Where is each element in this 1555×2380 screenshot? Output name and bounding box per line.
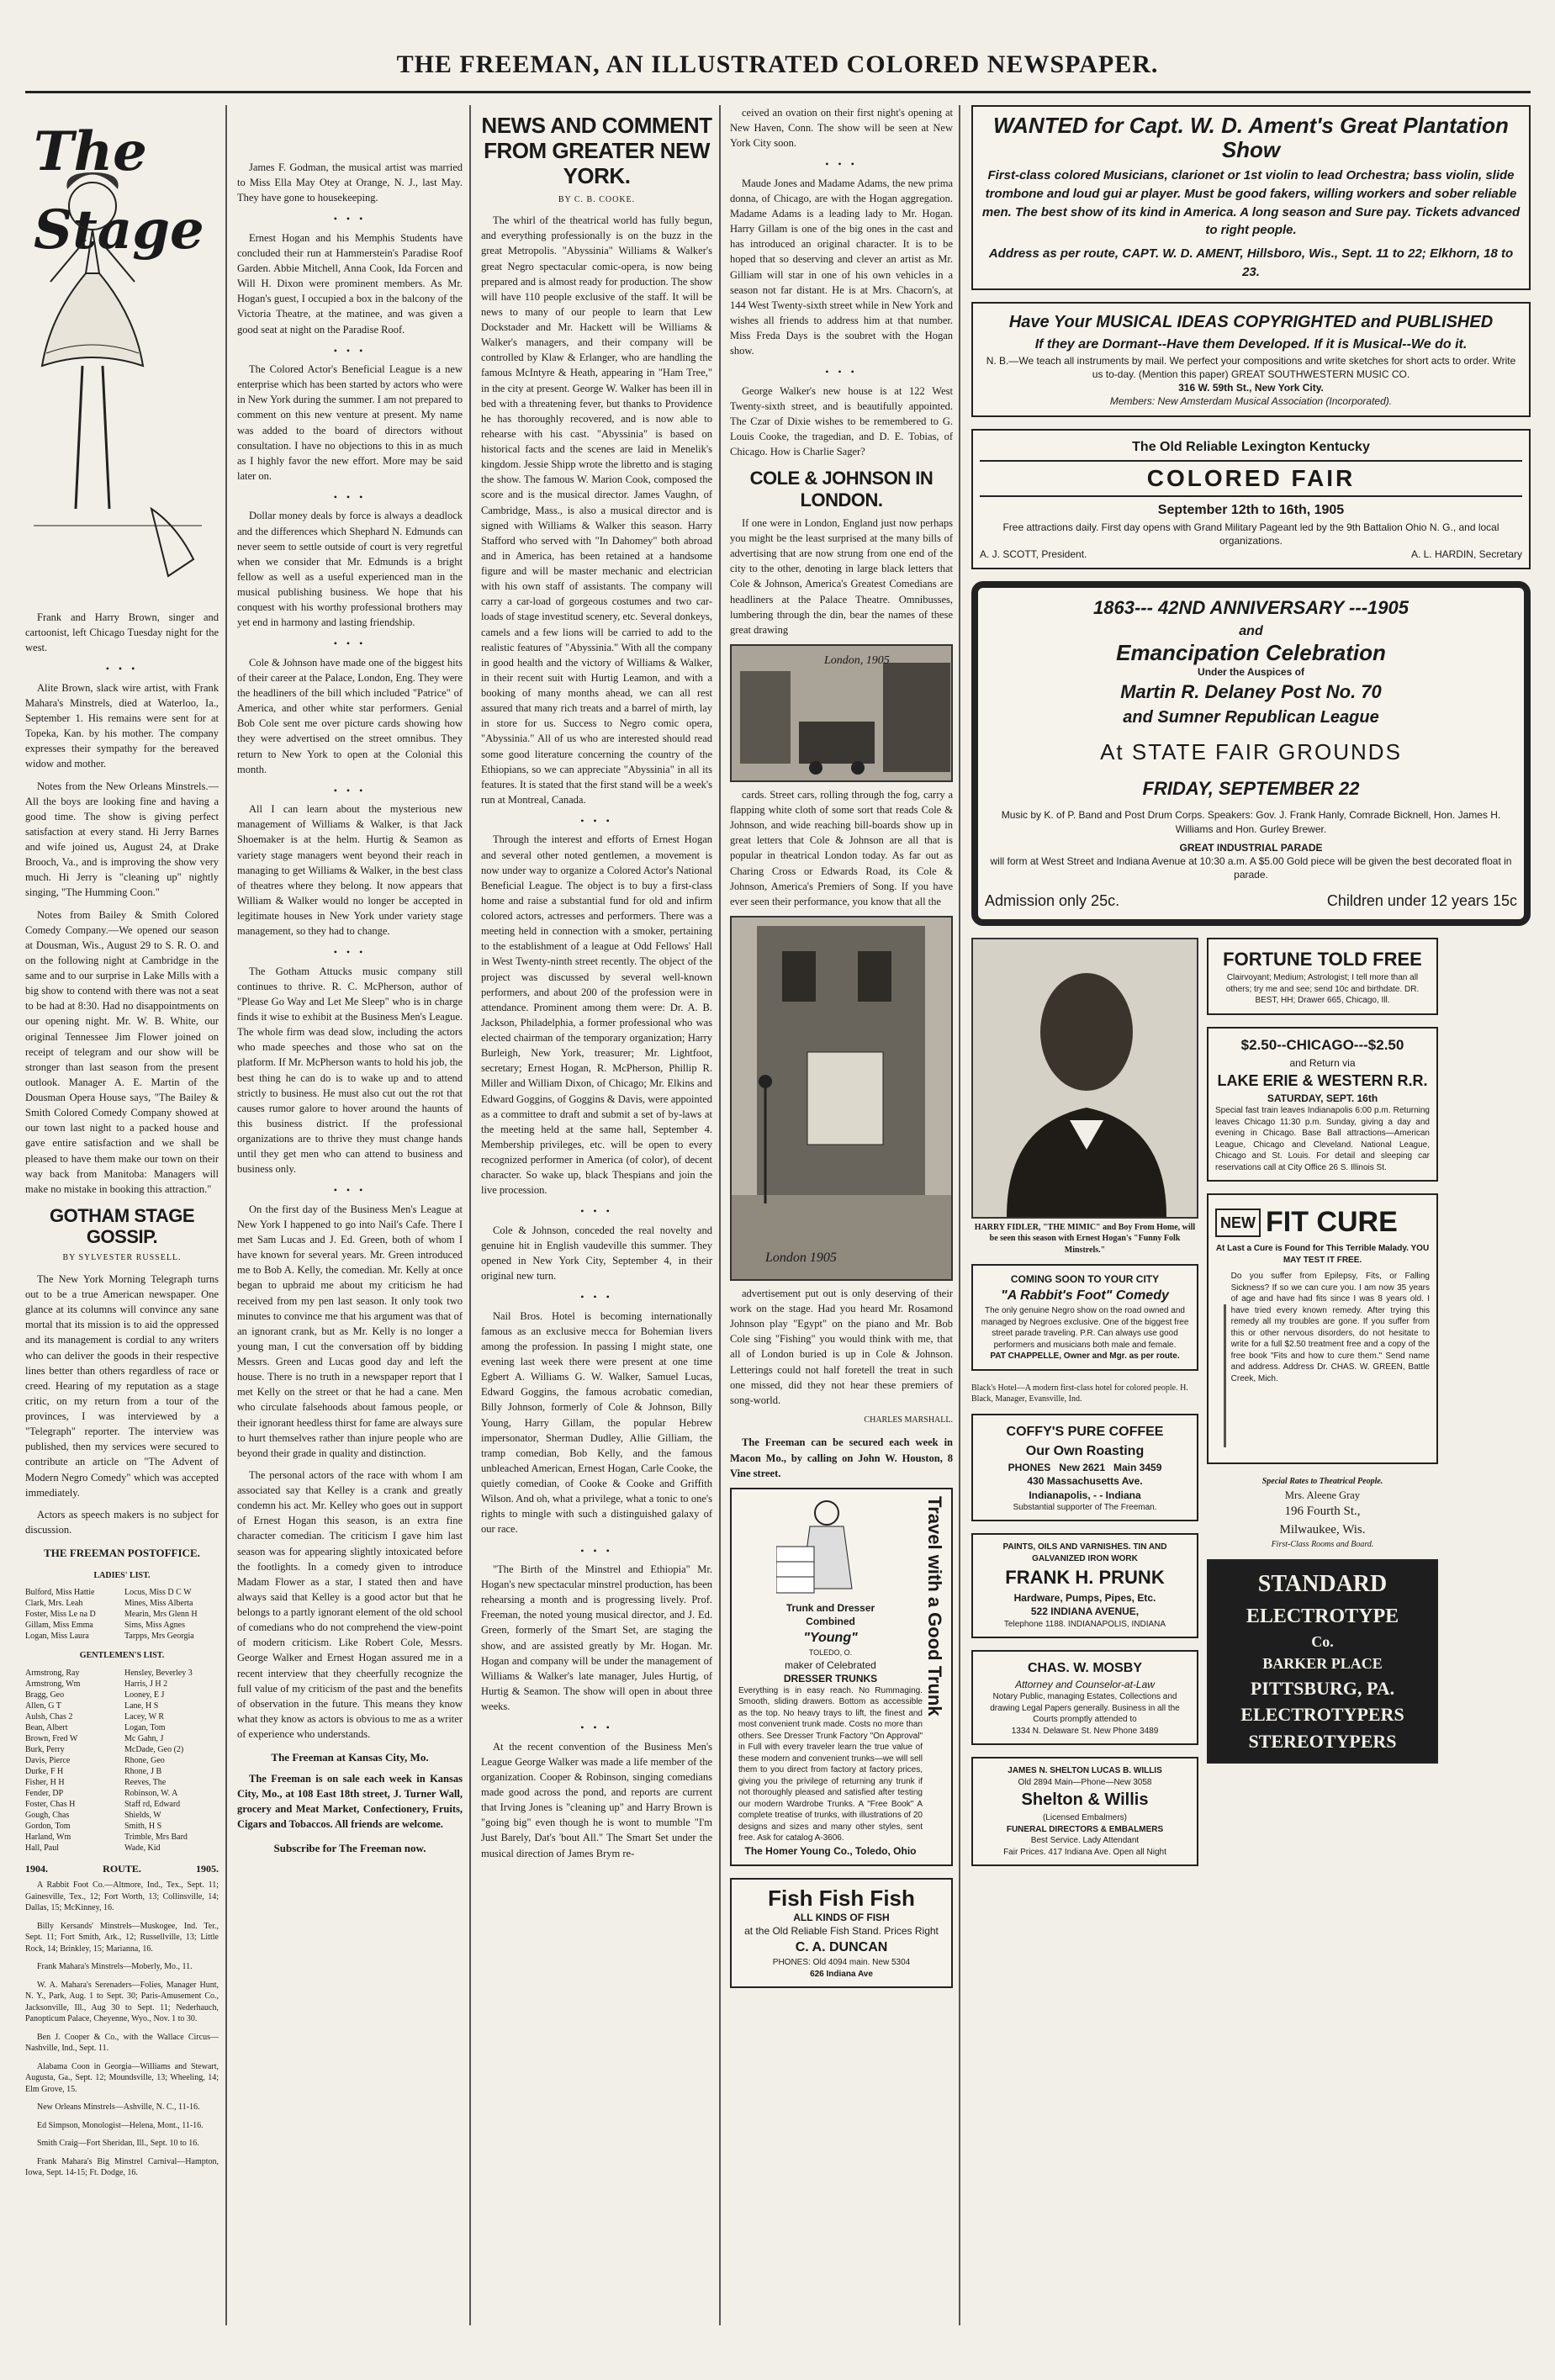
route-year-start: 1904. [25,1862,48,1875]
list-item: Gordon, Tom [25,1821,71,1831]
column-5 [971,105,1531,2325]
aleene-ad [1207,1476,1438,1551]
fit-cure-body: Do you suffer from Epilepsy, Fits, or Falling Sickness? If so we can cure you. I am now 35 years of age and have had fits since I was 8 years old. I have tried every known remedy. After trying this remedy all my troubles are gone. If you suffer from this or other nervous disorders, do not hesitate to write for a full $2.50 treatment free and a copy of the free book "Fits and how to cure them." Send name and address. Address Dr. CHAS. W. GREEN, Battle Creek, Mich. [1230,1272,1430,1383]
fair-officers [980,547,1522,561]
trunk-sub2: Combined [806,1616,855,1628]
eman-admission: Admission only 25c. [985,892,1120,910]
route-entry: Frank Mahara's Big Minstrel Carnival—Hampton, Iowa, Sept. 14-15; Ft. Dodge, 16. [25,2156,219,2178]
paragraph: Notes from Bailey & Smith Colored Comedy Company.—We opened our season at Dousman, Wis., August 29 to S. R. O. and on the following night at Cambridge in the same and to our surprise in Lake Mills with a big show to contend with there was not a seat to be had at 8:30. Had no disappointments on our opening night. Mr. W. B. White, our original Tennessee Jim Flower joined on receipt of telegram and our show will be stronger than last season from the present outlook. Manager A. E. Martin of the Dousman Opera House says, "The Bailey & Smith Colored Comedy Company showed at our town last night to a packed house and gave entire satisfaction and we shall be pleased to have them make our town on their way back from Manitoba: Managers will make no mistake in booking this attraction." [25,908,219,1195]
aleene-city: Milwaukee, Wis. [1279,1522,1366,1536]
list-item: Clark, Mrs. Leah [25,1599,83,1609]
separator: • • • [333,637,367,650]
gentlemen-list [25,1668,219,1854]
eman-music: Music by K. of P. Band and Post Drum Corps. Speakers: Gov. J. Frank Hanly, Comrade Bicknell, Hon. James H. Williams and Hon. Gurley Brewer. [1001,809,1501,835]
rabbit-body: The only genuine Negro show on the road owned and managed by Negroes exclusive. One of the biggest free street parade traveling. P.R. Can always use good performers and musicians both male and female. [981,1306,1189,1350]
wanted-address: Address as per route, CAPT. W. D. AMENT, Hillsboro, Wis., Sept. 11 to 22; Elkhorn, 18 to 23. [988,246,1514,279]
portrait-photo [971,938,1198,1219]
paragraph: The Gotham Attucks music company still continues to thrive. R. C. McPherson, author of "Please Go Way and Let Me Sleep" who is in charge finds it wise to exhibit at the Business Men's League. The whole firm was dead slow, including the actors who made speeches and those who sat on the platform. If Mr. McPherson wants to hold his job, the best thing he can do is to wake up and to attend strictly to business. He must also cut out the rot that causes rumor galore to hover around the haunts of this business district. If the professional organizations are to thrive they must change hands until they get men who can attend to business and business only. [237,965,463,1176]
route-title: ROUTE. [103,1862,141,1875]
coffee-sub: Our Own Roasting [1025,1444,1145,1459]
aleene-rooms: First-Class Rooms and Board. [1271,1540,1374,1550]
paragraph: If one were in London, England just now perhaps you might be the least surprised at the many bills of advertising that are now strung from one end of the city to the other, denoting in large black letters that Cole & Johnson, America's Greatest Comedians are headliners at the Palace Theatre. Omnibusses, lumbering through the din, bear the names of these great drawing [730,516,953,636]
gossip-byline: BY SYLVESTER RUSSELL. [62,1253,182,1263]
fair-dates: September 12th to 16th, 1905 [1157,503,1345,518]
eman-prices [985,890,1517,912]
paragraph: ceived an ovation on their first night's opening at New Haven, Conn. The show will be seen at New York City soon. [730,107,953,150]
route-entry: Frank Mahara's Minstrels—Moberly, Mo., 11. [37,1962,193,1972]
news-byline: BY C. B. COOKE. [558,194,636,204]
paragraph: Through the interest and efforts of Ernest Hogan and several other noted gentlemen, a movement is now under way to organize a Colored Actor's National Beneficial League. The object is to buy a first-class home and raise a substantial fund for old and infirm colored actors, actresses and performers. There was a meeting held in connection with a smoker, pertaining to the establishment of a league at Odd Fellows' Hall in West Twenty-ninth street recently. The object of the project was discussed by several well-known performers, and about 200 of the profession were in attendance. Prominent among them were: Dr. A. B. Jackson, Philadelphia, a former professional who was elected chairman of the temporary organization; Harry Burleigh, New York, treasurer; Mr. Lightfoot, secretary; Ernest Hogan, R. McPherson, Phillip R. Miller and William Dixon, of Chicago; Mr. Elkins and Edward Goggins, of Goggins & Davis, were appointed as a committee to draft and submit a set of by-laws at the meeting held at the same hall, September 4. Membership privileges, etc. will be open to every recognized performer in America (of color), of decent character. So wake up, black Thespians and join the live procession. [481,833,712,1197]
list-item: Bragg, Geo [25,1690,65,1700]
rail-price: $2.50--CHICAGO---$2.50 [1240,1036,1404,1053]
list-item: Bean, Albert [25,1722,68,1732]
portrait-caption: HARRY FIDLER, "THE MIMIC" and Boy From Home, will be seen this season with Ernest Hogan's "Funny Folk Minstrels." [974,1222,1196,1255]
standard-l4: BARKER PLACE [1262,1655,1383,1673]
mosby-sub: Attorney and Counselor-at-Law [1015,1679,1155,1691]
list-item: Foster, Chas H [25,1799,76,1809]
list-item: Staff rd, Edward [124,1799,181,1809]
separator: • • • [333,213,367,225]
music-title: Have Your MUSICAL IDEAS COPYRIGHTED and PUBLISHED [1008,312,1494,331]
list-item: Gillam, Miss Emma [25,1621,93,1631]
aleene-address: 196 Fourth St., [1284,1504,1361,1518]
shelton-top: JAMES N. SHELTON LUCAS B. WILLIS [1008,1766,1162,1776]
mosby-ad [971,1650,1198,1745]
list-item: Robinson, W. A [124,1788,178,1798]
portrait-graphic [973,939,1197,1217]
column-3 [481,105,712,2325]
coffee-phone-new: New 2621 [1059,1462,1105,1474]
paragraph: Maude Jones and Madame Adams, the new prima donna, of Chicago, are with the Hogan aggregation. Madame Adams is a leading lady to Mr. Hogan. Harry Gillam is one of the big ones in the cast and has introduced an original character. It is to be hoped that so deserving and clever an artist as Mr. Gilliam will star in one of his own vehicles in a season not far distant. He is at Mrs. Chacorn's, at 144 West Twenty-sixth street while in New York and wishes all friends to address him at that number. Miss Freda Days is the soubret with the Hogan show. [730,177,953,357]
paragraph: On the first day of the Business Men's League at New York I happened to go into Nail's Cafe. There I met Sam Lucas and J. Ed. Green, both of whom I have known for several years. Mr. Green introduced me to Bob A. Kelly, the comedian. Mr. Kelly at once began to upbraid me about my criticism he had received from my pen last season. It only took two minutes to convince me that his argument was that of an ignorant crank, but as Mr. Kelly is no longer a young man, I cut the conversation off by bidding Messrs. Green and Lucas good day and left the house. There is no truth in a newspaper report that I met Kelly on the street or that he had a cane. Men who circulate falsehoods about famous people, or their ignorant heedless thirst for fame are always sure to hurt themselves rather than injure people who are beyond their grade in quality and distinction. [237,1203,463,1459]
fish-address: 626 Indiana Ave [810,1969,873,1979]
eman-title: Emancipation Celebration [1116,640,1386,666]
shelton-prices: Fair Prices. 417 Indiana Ave. Open all Night [1003,1847,1166,1857]
mosby-address: 1334 N. Delaware St. New Phone 3489 [1011,1726,1159,1736]
list-item: Brown, Fred W [25,1733,78,1743]
london-heading: COLE & JOHNSON IN LONDON. [749,468,934,510]
separator: • • • [580,1205,613,1218]
news-heading: NEWS AND COMMENT FROM GREATER NEW YORK. [481,113,712,188]
paragraph: cards. Street cars, rolling through the fog, carry a flapping white cloth of some sort that reads Cole & Johnson, and wide reaching bill-boards show up in great letters that Cole & Johnson are all that is popular in theatrical London today. As far out as Charing Cross or Edwards Road, its Cole & Johnson, America's Premiers of Song. If you have ever seen their performance, you know that all the [730,788,953,907]
list-item: Rhone, J B [124,1766,162,1776]
paragraph: At the recent convention of the Business Men's League George Walker was made a life member of the organization. Cooper & Robinson, singing comedians made good across the pond, and reports are current that Irving Jones is "cleaning up" and Harry Brown is "going big" even though he is wont to mumble "I'm Just Barely, Dat's 'bout All." The Smart Set under the musical direction of James Brym re- [481,1740,712,1859]
fish-heading: Fish Fish Fish [768,1885,915,1912]
postoffice-heading: THE FREEMAN POSTOFFICE. [44,1547,200,1560]
route-entry: Ben J. Cooper & Co., with the Wallace Circus—Nashville, Ind., Sept. 11. [25,2032,219,2054]
route-entry: W. A. Mahara's Serenaders—Folies, Manager Hunt, N. Y., Park, Aug. 1 to Sept. 30; Paris-Amusement Co., Jacksonville, Ill., Aug 30 to Sept. 11; Nederhauch, Panopticum Palace, Cheyenne, Wyo., Nov. 1 to 30. [25,1980,219,2024]
coffee-phones-label: PHONES [1008,1462,1051,1474]
standard-l1: STANDARD [1257,1570,1388,1597]
fair-banner: COLORED FAIR [980,460,1522,498]
list-item: Armstrong, Wm [25,1679,81,1689]
dancer-illustration [34,156,210,610]
mosby-name: CHAS. W. MOSBY [1027,1661,1142,1676]
list-item: Sims, Miss Agnes [124,1621,185,1631]
music-ad [971,302,1531,417]
photo-caption: London, 1905 [824,653,890,667]
fish-phones: PHONES: Old 4094 main. New 5304 [772,1958,911,1968]
prunk-top: PAINTS, OILS AND VARNISHES. TIN AND GALVANIZED IRON WORK [1002,1542,1167,1563]
music-address: 316 W. 59th St., New York City. [1178,382,1324,394]
column-1 [25,105,219,2325]
fish-ad [730,1878,953,1988]
list-item: Tarpps, Mrs Georgia [124,1632,194,1642]
fish-sub: ALL KINDS OF FISH [793,1911,890,1923]
list-item: Wade, Kid [124,1843,161,1853]
rail-date: SATURDAY, SEPT. 16th [1267,1092,1378,1104]
paragraph: Notes from the New Orleans Minstrels.—All the boys are looking fine and having a good time. The show is giving perfect satisfaction at every stand. Hi Jerry Barnes and wife joined us, August 24, at Drake Brooch, Va., and is improving the show very much. Hi Jerry is "cleaning up" nightly singing, "The Humming Coon." [25,780,219,899]
column-divider [469,105,471,2325]
list-item: Lane, H S [124,1700,159,1711]
paragraph: Cole & Johnson have made one of the biggest hits of their career at the Palace, London, Eng. They were the headliners of the bill which included "Patrice" of America, and other white star performers. Genial Bob Cole sent me over picture cards showing how they were advertised on the street omnibus. They return to New York to open at the Colonial this month. [237,656,463,775]
separator: • • • [333,1184,367,1197]
newspaper-page [17,17,1538,2338]
photo-caption: London 1905 [765,1250,837,1265]
route-entry: Smith Craig—Fort Sheridan, Ill., Sept. 10 to 16. [37,2139,199,2149]
column-divider [719,105,721,2325]
separator: • • • [580,1722,613,1734]
medicine-bottles-illustration [1215,1271,1226,1456]
rail-road: LAKE ERIE & WESTERN R.R. [1217,1071,1428,1089]
standard-l6: ELECTROTYPERS [1240,1704,1404,1726]
standard-l2: ELECTROTYPE [1246,1605,1399,1627]
ladies-heading: LADIES' LIST. [93,1570,151,1580]
paragraph: All I can learn about the mysterious new management of Williams & Walker, is that Jack Shoemaker is at the helm. Hurtig & Seamon as variety stage managers went beyond their reach in managing to get Williams & Walker, in the best class of theatres where they belong. It now appears that William & Walker would no longer be accepted in legitimate houses in New York under variety stage management, so they had to change. [237,803,463,938]
kansas-notice: The Freeman is on sale each week in Kansas City, Mo., at 108 East 18th street, J. Turner Wall, grocery and Meat Market, Confectionery, Fruits, Cigars and Tobaccos. All friends are welcome. [237,1773,463,1831]
trunk-vertical-title: Travel with a Good Trunk [924,1495,945,1716]
prunk-tel: Telephone 1188. INDIANAPOLIS, INDIANA [1003,1619,1166,1629]
trunk-body: Everything is in easy reach. No Rummaging. Smooth, sliding drawers. Bottom as accessible as the top. No heavy trays to lift, the finest and most convenient trunk made. Costs no more than others. See Dresser Trunk Factory "On Approval" in Full with every traveler learn the true value of these modern and convenient trunks—we will sell them to you direct from factory at factory prices, giving you the privilege of returning any trunk if not thoroughly pleased and satisfied after testing our modern Wardrobe Trunks. A "Free Book" A complete treatise of trunks, with illustrations of 20 designs and sizes and many other styles, sent free. Ask for catalog A-3606. [738,1685,923,1843]
paragraph: Alite Brown, slack wire artist, with Frank Mahara's Minstrels, died at Waterloo, Ia., September 1. His remains were sent for at Topeka, Kan. by his mother. The company expresses their sympathy for the bereaved widow and mother. [25,681,219,770]
trunk-company: The Homer Young Co., Toledo, Ohio [744,1844,917,1857]
prunk-sub: Hardware, Pumps, Pipes, Etc. [1013,1592,1156,1605]
eman-date: FRIDAY, SEPTEMBER 22 [1142,777,1360,799]
list-item: Looney, E J [124,1690,165,1700]
rail-body: Special fast train leaves Indianapolis 6:00 p.m. Returning leaves Chicago 11:30 p.m. Sunday, giving a day and evening in Chicago. Base Ball attractions—American League, Chicago and Cleveland. National League, Chicago and St. Louis. For detail and sleeping car reservations call at City Office 26 S. Illinois St. [1215,1106,1430,1172]
separator: • • • [333,344,367,357]
list-item: Mearin, Mrs Glenn H [124,1610,198,1620]
stage-header [25,105,219,610]
list-item: Lacey, W R [124,1711,165,1722]
list-item: Locus, Miss D C W [124,1588,192,1598]
paragraph: The whirl of the theatrical world has fully begun, and everything professionally is on the buzz in the great Metropolis. "Abyssinia" Williams & Walker's great Negro spectacular comic-opera, is now being prepared and is almost ready for production. The show will have 110 people exclusive of the staff. It will be news to many of our people to learn that Lew Dockstader and Mr. Hackett will be Williams & Walker's managers, and their company will be controlled by Klaw & Erlanger, who are handling the famous McIntyre & Heath, appearing in "Ham Tree," in the city at present. George W. Walker has been ill in bed with a threatening fever, but thanks to Providence he has thoroughly recovered, and is now able to rehearse with his cast. "Abyssinia" is based on historical facts and the scenes are laid in Menelik's kingdom. Jessie Shipp wrote the libretto and is staging the show. The famous W. Marion Cook, composed the score and is the musical director. James Vaughn, of Cambridge, Mass., is also a musical director and is signed with Williams & Walker this season. Harry Stafford who served with "In Dahomey" both abroad and in America, has been retained at a handsome figure and will be master mechanic and electrician with his own staff of assistants. The company will carry a car-load of gorgeous costumes and two car-loads of stage investitud scenery, etc. Several donkeys, camels and a few lions will be carried to add to the realistic features of "Abyssinia." With all the company in good health and the victory of Williams & Walker, in their recent suit with Hurtig Leamon, and with a booking of many months ahead, we can all rest assured that many rich treats and a barrel of mirth, lay in store for us. Success to Negro comic opera, "Abyssinia." All of us who are interested should read some good literature concerning the country of the Ethiopians, so we can appreciate "Abyssinia" in all its features. It is stated that the first stand will be a week's run at Montreal, Canada. [481,214,712,806]
route-heading [25,1862,219,1876]
standard-l5: PITTSBURG, PA. [1250,1677,1395,1699]
eman-venue: At STATE FAIR GROUNDS [1100,738,1402,764]
macon-notice: The Freeman can be secured each week in Macon Mo., by calling on John W. Houston, 8 Vine street. [730,1436,953,1479]
paragraph: advertisement put out is only deserving of their work on the stage. Had you heard Mr. Rosamond Johnson play "Egypt" on the piano and Mr. Bob Cole sing "Fishing" you would think with me, that all of London buried is up in Cole & Johnson. Letterings could not half foretell the treat in such one missed, did they not hear these premiers of song-world. [730,1287,953,1406]
separator: • • • [580,1291,613,1304]
fish-line: at the Old Reliable Fish Stand. Prices Right [744,1924,939,1937]
coffee-address: 430 Massachusetts Ave. [1027,1475,1143,1488]
eman-parade: GREAT INDUSTRIAL PARADE [1179,841,1323,854]
list-item: Trimble, Mrs Bard [124,1832,188,1842]
column-4 [730,105,953,2325]
list-item: Foster, Miss Le na D [25,1610,96,1620]
list-item: Hall, Paul [25,1843,59,1853]
fit-cure-content [1215,1271,1430,1456]
coffee-phone-main: Main 3459 [1113,1462,1162,1474]
list-item: Logan, Miss Laura [25,1632,89,1642]
woman-with-trunk-illustration [776,1496,886,1597]
list-item: McDade, Geo (2) [124,1744,184,1754]
separator: • • • [333,491,367,504]
subscribe-line: Subscribe for The Freeman now. [273,1841,426,1854]
coffee-phones [980,1461,1190,1474]
fair-title: The Old Reliable Lexington Kentucky [1132,439,1370,454]
list-item: Shields, W [124,1810,161,1820]
separator: • • • [580,1544,613,1557]
rabbit-foot-ad [971,1264,1198,1371]
railroad-ad [1207,1027,1438,1182]
route-entry: New Orleans Minstrels—Ashville, N. C., 11-16. [37,2102,200,2113]
music-sub: If they are Dormant--Have them Developed. If it is Musical--We do it. [1034,336,1468,352]
fit-cure-ad [1207,1193,1438,1464]
wanted-body: First-class colored Musicians, clarionet or 1st violin to lead Orchestra; bass violin, slide trombone and loud gui ar player. Must be good fakers, willing workers and sober reliable men. The best show of its kind in America. A long season and Sure pay. Tickets advanced to right people. [981,168,1521,238]
list-item: Hensley, Beverley 3 [124,1668,193,1678]
shelton-body: FUNERAL DIRECTORS & EMBALMERS [1006,1824,1164,1834]
paragraph: George Walker's new house is at 122 West Twenty-sixth street, and is beautifully appointed. The Czar of Dixie wishes to be remembered to G. Louis Cooke, the tragedian, and D. E. Tobias, of Chicago. How is Charlie Sager? [730,384,953,458]
london-street-photo [730,644,953,782]
route-list [25,1880,219,2179]
trunk-maker: maker of Celebrated [785,1658,876,1671]
blacks-hotel-notice: Black's Hotel—A modern first-class hotel for colored people. H. Black, Manager, Evansville, Ind. [971,1383,1188,1404]
separator: • • • [333,784,367,796]
rabbit-title: "A Rabbit's Foot" Comedy [1001,1288,1169,1304]
column-divider [225,105,227,2325]
trunk-product: DRESSER TRUNKS [783,1672,878,1685]
list-item: Mines, Miss Alberta [124,1599,193,1609]
trunk-sub1: Trunk and Dresser [785,1601,875,1614]
aleene-name: Mrs. Aleene Gray [1284,1489,1361,1501]
coffee-supporter: Substantial supporter of The Freeman. [1013,1502,1157,1512]
rabbit-owner: PAT CHAPPELLE, Owner and Mgr. as per route. [990,1351,1180,1362]
list-item: Durke, F H [25,1766,64,1776]
lower-right-ads [1207,938,1438,1879]
masthead: THE FREEMAN, AN ILLUSTRATED COLORED NEWSPAPER. [396,50,1159,78]
kansas-heading: The Freeman at Kansas City, Mo. [271,1751,429,1764]
stage-title: The Stage [34,120,204,262]
column-2 [237,160,463,2380]
rail-return: and Return via [1289,1056,1356,1069]
separator: • • • [580,815,613,828]
route-entry: Billy Kersands' Minstrels—Muskogee, Ind. Ter., Sept. 11; Fort Smith, Ark., 12; Russellville, 13; Little Rock, 14; Brinkley, 15; Marianna, 16. [25,1921,219,1954]
route-entry: Ed Simpson, Monologist—Helena, Mont., 11-16. [37,2120,204,2130]
fair-ad [971,429,1531,570]
shelton-ad [971,1757,1198,1866]
list-item: Smith, H S [124,1821,162,1831]
trunk-brand-sub: TOLEDO, O. [808,1648,853,1658]
route-year-end: 1905. [196,1862,219,1875]
standard-electrotype-ad [1207,1559,1438,1764]
paragraph: Ernest Hogan and his Memphis Students have concluded their run at Hammerstein's Paradise Roof Garden. Abbie Mitchell, Anna Cook, Ida Forcen and Will H. Dixon were prominent members. As Mr. Hogan's guest, I occupied a box in the balcony of the Victoria Theatre, at the matinee, and was given a good seat at night on the Paradise Roof. [237,231,463,336]
top-rule [25,91,1531,93]
paragraph: Nail Bros. Hotel is becoming internationally famous as an exclusive mecca for Bohemian livers among the profession. In passing I might state, one evening last week there were present at one time Egbert A. Williams G. W. Walker, Samuel Lucas, Edward Goggins, the famous acrobatic comedian, Billy Johnson, formerly of Cole & Johnson, Billy Young, Harry Gillam, the popular Hebrew impersonator, Sherman Dudley, Allie Gilliam, the tramp comedian, Bob Kelly, and the famous unbleached American, Ernest Hogan, Carle Cooke, the quietly comedian, of Cooke & Cooke and Griffith Wilson. And oh, what a privilege, what a tonic to one's rights to mingle with such a distinguished galaxy of our race. [481,1309,712,1536]
eman-parade-sub: will form at West Street and Indiana Avenue at 10:30 a.m. A $5.00 Gold piece will be given the best decorated float in parade. [990,855,1512,881]
list-item: Harris, J H 2 [124,1679,168,1689]
shelton-service: Best Service. Lady Attendant [1030,1836,1140,1846]
coffee-city: Indianapolis, - - Indiana [1029,1489,1141,1501]
fish-name: C. A. DUNCAN [795,1940,888,1955]
rabbit-head: COMING SOON TO YOUR CITY [1010,1273,1160,1286]
paragraph: Cole & Johnson, conceded the real novelty and genuine hit in English vaudeville this summer. They opened in New York City, September 4, in their original new turn. [481,1224,712,1283]
paragraph: The New York Morning Telegraph turns out to be a true American newspaper. One glance at its columns will convince any sane mortal that its mission is to aid the oppressed and its management is cordial to any writers who can deliver the goods in their respective lines better than others regardless of race or creed. Hearing of my reputation as a stage critic, on my return from a tour of the provinces, I was interviewed by a "Telegraph" reporter. The interview was published, then my services were secured to contribute an article on "The Advent of Modern Negro Comedy" which was accepted immediately. [25,1272,219,1499]
coffee-ad [971,1414,1198,1521]
mosby-body: Notary Public, managing Estates, Collections and drawing Legal Papers generally. Business in all the Courts promptly attended to [990,1692,1180,1725]
list-item: Reeves, The [124,1777,167,1787]
signature: CHARLES MARSHALL. [864,1415,953,1425]
separator: • • • [105,663,139,675]
paragraph: James F. Godman, the musical artist was married to Miss Ella May Otey at Orange, N. J., last May. They have gone to housekeeping. [237,161,463,204]
music-body: N. B.—We teach all instruments by mail. We perfect your compositions and write sketches for short acts to order. Write us to-day. (Mention this paper) GREAT SOUTHWESTERN MUSIC CO. [986,354,1516,381]
fair-body: Free attractions daily. First day opens with Grand Military Pageant led by the 9th Battalion Ohio N. G., and local organizations. [1002,521,1499,547]
paragraph: The personal actors of the race with whom I am associated say that Kelley is a crank and greatly condemn his act. Mr. Kelley who goes out in support of Ernest Hogan this season, is an extra fine character comedian. The criticism I gave him last season was for appearing slightly intoxicated before the footlights. In a comedy given to introduce Madam Flower as a star, I stated then and have always said that Kelley is a good actor but that he belongs to a partly ignorant element of the old school of comedians who do not comprehend the view-point of modern criticism. Like Robert Cole, Messrs. George Walker and Ernest Hogan assured me in a recent interview that they cheerfully recognize the full value of my criticism of the past and the benefits of observation in the future. This means they know what they know as actors is obvious to me as a writer of experience who understands. [237,1468,463,1741]
fair-president: A. J. SCOTT, President. [980,547,1087,560]
theatre-scene-graphic [732,918,951,1279]
prunk-ad [971,1533,1198,1638]
route-entry: A Rabbit Foot Co.—Altmore, Ind., Tex., Sept. 11; Gainesville, Tex., 12; Fort Worth, 13; Collinsville, 14; Dallas, 15; McKinney, 16. [25,1880,219,1913]
gossip-heading: GOTHAM STAGE GOSSIP. [49,1204,195,1248]
lower-left-ads [971,938,1198,1879]
ladies-list [25,1587,219,1642]
separator: • • • [825,158,858,171]
fit-cure-sub: At Last a Cure is Found for This Terrible Malady. YOU MAY TEST IT FREE. [1215,1244,1430,1265]
fortune-title: FORTUNE TOLD FREE [1223,948,1422,970]
list-item: Aulsh, Chas 2 [25,1711,73,1722]
list-item: Fender, DP [25,1788,64,1798]
list-item: Mc Gahn, J [124,1733,164,1743]
music-members: Members: New Amsterdam Musical Association (Incorporated). [1109,395,1393,408]
paragraph: Frank and Harry Brown, singer and cartoonist, left Chicago Tuesday night for the west. [25,611,219,654]
column-divider [959,105,960,2325]
eman-children: Children under 12 years 15c [1326,892,1517,910]
list-item: Logan, Tom [124,1722,166,1732]
standard-l3: Co. [1311,1633,1334,1651]
fit-cure-new: NEW [1215,1209,1261,1237]
eman-and: and [1239,624,1263,639]
fit-cure-title: FIT CURE [1266,1206,1398,1239]
emancipation-ad [971,581,1531,925]
list-item: Gough, Chas [25,1810,70,1820]
route-entry: Alabama Coon in Georgia—Williams and Stewart, Augusta, Ga., Sept. 12; Moundsville, 13; Wheeling, 14; Elm Grove, 15. [25,2061,219,2094]
paragraph: "The Birth of the Minstrel and Ethiopia" Mr. Hogan's new spectacular minstrel production, has been rehearsing a month and is progressing lively. Prof. Freeman, the noted young musical director, and J. Ed. Green, formerly of the Smart Set, are staging the show, and are assisted greatly by Mr. Hogan. Mr. Hogan and company will be under the management of Williams & Walker's late manager, Jules Hurtig, of Hurtig & Seamon. The show will open in about three weeks. [481,1563,712,1713]
wanted-ad [971,105,1531,290]
eman-anniversary: 1863--- 42ND ANNIVERSARY ---1905 [1093,597,1409,619]
shelton-name: Shelton & Willis [1021,1790,1149,1810]
separator: • • • [825,366,858,378]
wanted-title: WANTED for Capt. W. D. Ament's Great Plantation Show [993,113,1509,162]
list-item: Fisher, H H [25,1777,65,1787]
prunk-name: FRANK H. PRUNK [1005,1567,1165,1589]
aleene-rates: Special Rates to Theatrical People. [1261,1477,1383,1487]
list-item: Rhone, Geo [124,1755,165,1765]
eman-post: Martin R. Delaney Post No. 70 [1120,681,1382,703]
fortune-ad [1207,938,1438,1015]
list-item: Allen, G T [25,1700,61,1711]
list-item: Harland, Wm [25,1832,71,1842]
lower-ads-row [971,938,1531,1879]
paragraph: Dollar money deals by force is always a deadlock and the differences which Shephard N. Edmunds can never seem to settle outside of court is very regretful when we consider that Mr. Edmunds is a bright fellow as well as a useful experienced man in the musical publishing business. We hope that his conquest with his worthy professional brothers may yet end in harmony and lasting friendship. [237,510,463,629]
separator: • • • [333,946,367,959]
list-item: Bulford, Miss Hattie [25,1588,95,1598]
trunk-ad [730,1488,953,1866]
fortune-body: Clairvoyant; Medium; Astrologist; I tell more than all others; try me and see; send 10c and birthdate. DR. BEST, HH; Drawer 665, Chicago, Ill. [1225,973,1420,1006]
london-theatre-photo [730,916,953,1281]
eman-auspices: Under the Auspices of [1198,665,1304,678]
fit-cure-header [1215,1202,1430,1243]
prunk-address: 522 INDIANA AVENUE, [1030,1605,1140,1618]
list-item: Armstrong, Ray [25,1668,80,1678]
standard-l7: STEREOTYPERS [1248,1731,1397,1753]
trunk-brand: "Young" [803,1631,858,1646]
list-item: Davis, Pierce [25,1755,71,1765]
paragraph: The Colored Actor's Beneficial League is a new enterprise which has been started by actors who were in New York during the summer. I am not prepared to comment on this new venture at present. My name was added to the board of directors without consultation. I have no objections to this in as much as I highly favor the new effort. More may be said later on. [237,363,463,482]
fair-secretary: A. L. HARDIN, Secretary [1410,547,1522,560]
paragraph: Actors as speech makers is no subject for discussion. [25,1508,219,1536]
list-item: Burk, Perry [25,1744,65,1754]
gentlemen-heading: GENTLEMEN'S LIST. [79,1651,165,1661]
eman-league: and Sumner Republican League [1123,707,1379,727]
coffee-title: COFFY'S PURE COFFEE [1006,1424,1164,1439]
shelton-sub: (Licensed Embalmers) [1042,1813,1128,1823]
shelton-phones: Old 2894 Main—Phone—New 3058 [1018,1777,1152,1787]
